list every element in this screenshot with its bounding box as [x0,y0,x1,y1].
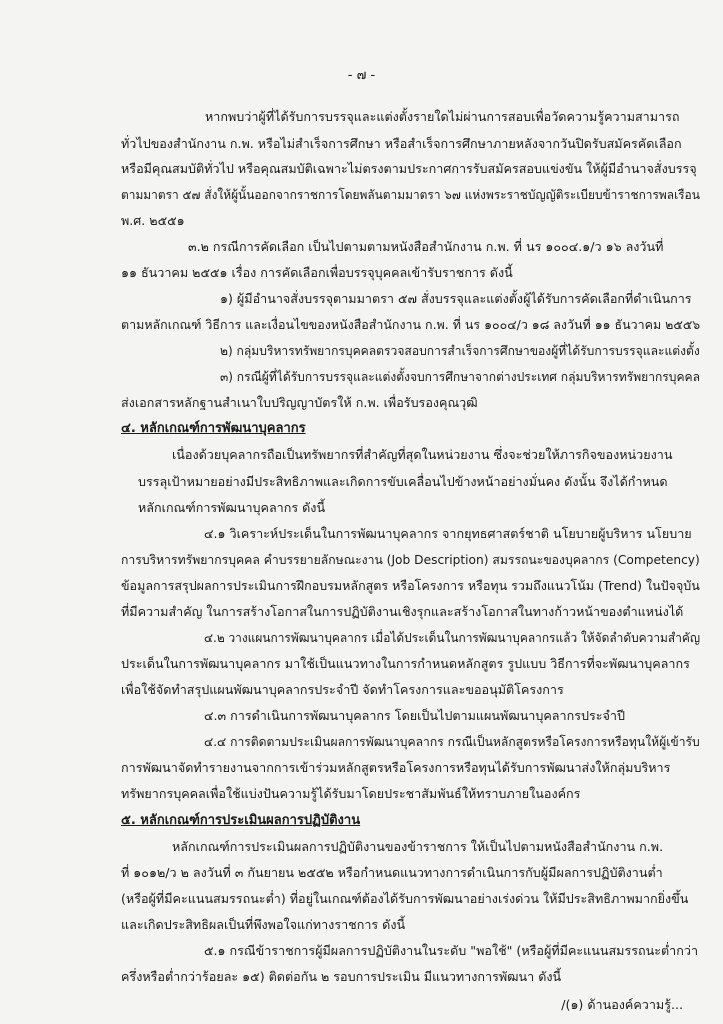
section-4-1-line-4: ที่มีความสำคัญ ในการสร้างโอกาสในการปฏิบัติงานเชิงรุกและสร้างโอกาสในทางก้าวหน้าของตำแหน่งได้ [121,604,684,619]
section-4-4-line-1: ๔.๔ การติดตามประเมินผลการพัฒนาบุคลากร กรณีเป็นหลักสูตรหรือโครงการหรือทุนให้ผู้เข้ารับ [204,734,700,749]
section-4-intro-line-2: บรรลุเป้าหมายอย่างมีประสิทธิภาพและเกิดการขับเคลื่อนไปข้างหน้าอย่างมั่นคง ดังนั้น จึงได้กำหนด [138,474,668,489]
section-5-intro-line-3: (หรือผู้ที่มีคะแนนสมรรถนะต่ำ) ที่อยู่ในเกณฑ์ต้องได้รับการพัฒนาอย่างเร่งด่วน ให้มีประสิทธิภาพมากยิ่งขึ้น [121,891,689,906]
section-4-heading: ๔. หลักเกณฑ์การพัฒนาบุคลากร [121,421,306,436]
section-4-intro-line-3: หลักเกณฑ์การพัฒนาบุคลากร ดังนี้ [138,500,326,515]
section-4-4-line-2: การพัฒนาจัดทำรายงานจากการเข้าร่วมหลักสูตรหรือโครงการหรือทุนได้รับการพัฒนาส่งให้กลุ่มบริหาร [121,760,671,775]
section-4-1-line-2: การบริหารทรัพยากรบุคคล คำบรรยายลักษณะงาน (Job Description) สมรรถนะของบุคลากร (Competency) [121,552,700,567]
section-3-2-item-3: ๓) กรณีผู้ที่ได้รับการบรรจุและแต่งตั้งจบการศึกษาจากต่างประเทศ กลุ่มบริหารทรัพยากรบุคคล [220,369,700,384]
section-4-2-line-3: เพื่อใช้จัดทำสรุปแผนพัฒนาบุคลากรประจำปี จัดทำโครงการและขออนุมัติโครงการ [121,682,564,697]
section-3-2-item-2: ๒) กลุ่มบริหารทรัพยากรบุคคลตรวจสอบการสำเร็จการศึกษาของผู้ที่ได้รับการบรรจุและแต่งตั้ง [220,343,700,358]
section-4-1-line-1: ๔.๑ วิเคราะห์ประเด็นในการพัฒนาบุคลากร จากยุทธศาสตร์ชาติ นโยบายผู้บริหาร นโยบาย [204,526,692,541]
section-4-2-line-2: ประเด็นในการพัฒนาบุคลากร มาใช้เป็นแนวทางในการกำหนดหลักสูตร รูปแบบ วิธีการที่จะพัฒนาบุคลากร [121,656,690,671]
section-3-2-line-2: ๑๑ ธันวาคม ๒๕๕๑ เรื่อง การคัดเลือกเพื่อบรรจุบุคคลเข้ารับราชการ ดังนี้ [121,265,513,280]
section-5-intro-line-1: หลักเกณฑ์การประเมินผลการปฏิบัติงานของข้าราชการ ให้เป็นไปตามหนังสือสำนักงาน ก.พ. [172,839,664,854]
page-number: - ๗ - [347,68,376,83]
section-3-2-line-1: ๓.๒ กรณีการคัดเลือก เป็นไปตามตามหนังสือสำนักงาน ก.พ. ที่ นร ๑๐๐๔.๑/ว ๑๖ ลงวันที่ [188,239,664,254]
intro-line-3: หรือมีคุณสมบัติทั่วไป หรือคุณสมบัติเฉพาะไม่ตรงตามประกาศการรับสมัครสอบแข่งขัน ให้ผู้มีอำนาจสั่งบรรจุ [121,161,697,176]
section-5-heading: ๕. หลักเกณฑ์การประเมินผลการปฏิบัติงาน [121,813,361,828]
section-4-1-line-3: ข้อมูลการสรุปผลการประเมินการฝึกอบรมหลักสูตร หรือโครงการ หรือทุน รวมถึงแนวโน้ม (Trend) ในปัจจุบัน [121,578,700,593]
intro-line-2: ทั่วไปของสำนักงาน ก.พ. หรือไม่สำเร็จการศึกษา หรือสำเร็จการศึกษาภายหลังจากวันปิดรับสมัครคัดเลือก [121,136,682,151]
intro-line-1: หากพบว่าผู้ที่ได้รับการบรรจุและแต่งตั้งรายใดไม่ผ่านการสอบเพื่อวัดความรู้ความสามารถ [205,109,680,124]
continuation-note: /(๑) ด้านองค์ความรู้... [561,997,683,1012]
section-5-1-line-2: ครึ่งหรือต่ำกว่าร้อยละ ๑๕) ติดต่อกัน ๒ รอบการประเมิน มีแนวทางการพัฒนา ดังนี้ [121,969,562,984]
section-5-intro-line-4: และเกิดประสิทธิผลเป็นที่พึงพอใจแก่ทางราชการ ดังนี้ [121,917,406,932]
section-4-4-line-3: ทรัพยากรบุคคลเพื่อใช้แบ่งปันความรู้ได้รับมาโดยประชาสัมพันธ์ให้ทราบภายในองค์กร [121,786,581,801]
section-4-2-line-1: ๔.๒ วางแผนการพัฒนาบุคลากร เมื่อได้ประเด็นในการพัฒนาบุคลากรแล้ว ให้จัดลำดับความสำคัญ [204,630,701,645]
section-4-3-line: ๔.๓ การดำเนินการพัฒนาบุคลากร โดยเป็นไปตามแผนพัฒนาบุคลากรประจำปี [204,708,625,723]
section-3-2-item-1-cont: ตามหลักเกณฑ์ วิธีการ และเงื่อนไขของหนังสือสำนักงาน ก.พ. ที่ นร ๑๐๐๔/ว ๑๘ ลงวันที่ ๑๑ ธันวาคม ๒๕๕๖ [121,317,701,332]
section-5-1-line-1: ๕.๑ กรณีข้าราชการผู้มีผลการปฏิบัติงานในระดับ "พอใช้" (หรือผู้ที่มีคะแนนสมรรถนะต่ำกว่า [204,943,699,958]
section-4-intro-line-1: เนื่องด้วยบุคลากรถือเป็นทรัพยากรที่สำคัญที่สุดในหน่วยงาน ซึ่งจะช่วยให้ภารกิจของหน่วยงาน [172,447,673,462]
section-5-intro-line-2: ที่ ๑๐๑๒/ว ๒ ลงวันที่ ๓ กันยายน ๒๕๕๒ หรือกำหนดแนวทางการดำเนินการกับผู้มีผลการปฏิบัติงานต่ำ [121,865,663,880]
intro-line-5: พ.ศ. ๒๕๕๑ [121,213,185,228]
section-3-2-item-1: ๑) ผู้มีอำนาจสั่งบรรจุตามมาตรา ๕๗ สั่งบรรจุและแต่งตั้งผู้ได้รับการคัดเลือกที่ดำเนินการ [220,291,692,306]
section-3-2-item-3-cont: ส่งเอกสารหลักฐานสำเนาใบปริญญาบัตรให้ ก.พ. เพื่อรับรองคุณวุฒิ [121,395,478,410]
intro-line-4: ตามมาตรา ๕๗ สั่งให้ผู้นั้นออกจากราชการโดยพลันตามมาตรา ๖๗ แห่งพระราชบัญญัติระเบียบข้าราชการพลเรือน [121,187,700,202]
